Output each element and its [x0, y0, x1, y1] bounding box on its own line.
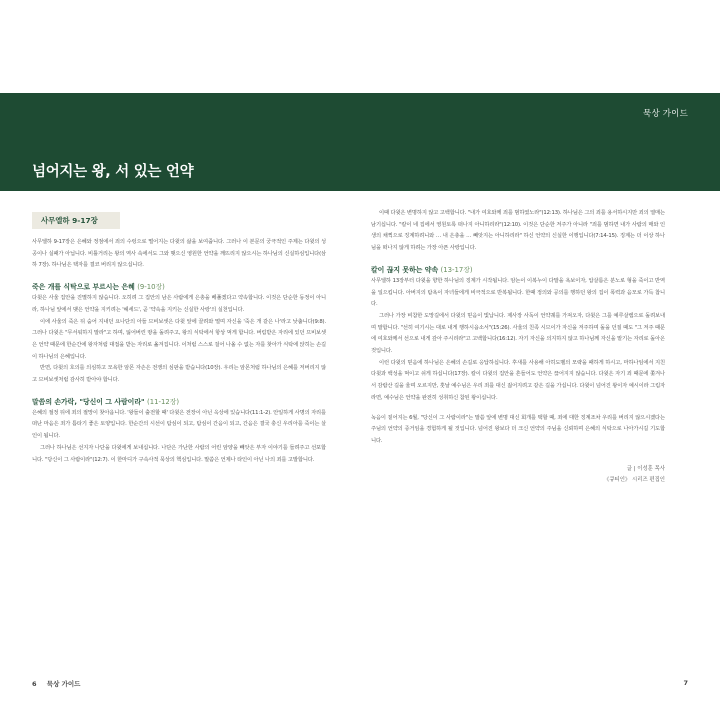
section-heading-2-title: 말씀의 손가락, "당신이 그 사람이라" [32, 397, 145, 406]
left-page-number: 6 [32, 680, 37, 688]
page-title: 넘어지는 왕, 서 있는 언약 [32, 164, 194, 180]
author-credit-line-2: 《큐티인》 시리즈 편집인 [603, 477, 665, 484]
section-1-paragraph-3: 반면, 다윗의 호의를 의심하고 모욕한 암몬 자손은 전쟁의 심판을 받습니다(10장). 우리는 암몬처럼 하나님의 은혜를 저버리지 않고 므비보셋처럼 감사히 받아야 합니다. [32, 365, 326, 384]
right-page-number: 7 [683, 679, 688, 687]
section-3-paragraph-2: 그러나 가장 비참한 도망길에서 다윗의 믿음이 빛납니다. 제사장 사독이 언약궤를 가져오자, 다윗은 그를 예루살렘으로 돌려보내며 말합니다. "선히 여기시는 대로 내게 행하시옵소서"(15:26). 사울의 친족 시므이가 자신을 저주하며 돌을 던질 때도 "그 저주 때문에 여호와께서 선으로 내게 갚아 주시리라"고 고백합니다(16:12). 자기 자신을 의지하지 않고 하나님께 자신을 맡기는 자리로 돌아온 것입니다. [371, 312, 665, 355]
section-2-paragraph-1: 은혜의 절정 뒤에 죄의 절망이 찾아옵니다. '왕들이 출전할 때' 다윗은 전장이 아닌 옥상에 있습니다(11:1-2). 안일하게 사명의 자리를 떠난 마음은 죄가 틈타기 좋은 토양입니다. 한순간의 시선이 탐심이 되고, 탐심이 간음이 되고, 간음은 결국 충신 우리아를 죽이는 살인이 됩니다. [32, 409, 326, 440]
section-heading-3-title: 칼이 끊지 못하는 약속 [371, 265, 439, 274]
section-heading-3 [371, 264, 665, 276]
section-3-paragraph-3: 이런 다윗의 믿음에 하나님은 은혜의 손길로 응답하십니다. 후새를 사용해 아히도벨의 모략을 패하게 하시고, 마하나임에서 지친 다윗과 백성을 먹이고 쉬게 하십니다(17장). 칼이 다윗의 집안을 흔들어도 언약은 끊어지지 않습니다. 다윗은 자기 죄 때문에 쫓겨나서 감람산 길을 울며 오르지만, 훗날 예수님은 우리 죄를 대신 짊어지려고 같은 길을 가십니다. 다윗이 넘어진 왕이자 예시이라 그림자라면, 예수님은 언약을 완전히 성취하신 참된 왕이십니다. [371, 359, 665, 401]
section-heading-1-title: 죽은 개를 식탁으로 부르시는 은혜 [32, 283, 135, 292]
section-2-paragraph-2: 그러나 하나님은 선지자 나단을 다윗에게 보내십니다. 나단은 가난한 사람의 어린 암양을 빼앗은 부자 이야기를 들려주고 선포합니다. "당신이 그 사람이라"(12:7). 이 한마디가 구속사적 묵상의 핵심입니다. 말씀은 언제나 타인이 아닌 나의 죄를 고발합니다. [32, 444, 326, 463]
left-column [32, 208, 326, 466]
section-heading-3-ref: (13-17장) [440, 265, 473, 274]
section-heading-2 [32, 396, 326, 408]
section-heading-2-ref: (11-12장) [147, 397, 180, 406]
scripture-range-chip: 사무엘하 9-17장 [32, 212, 120, 229]
section-heading-1-ref: (9-10장) [137, 283, 165, 292]
left-page-footer [32, 679, 80, 688]
section-3-paragraph-1: 사무엘하 13장부터 다윗을 향한 하나님의 징계가 시작됩니다. 암논이 이복누이 다말을 욕보이자, 압살롬은 분노로 형을 죽이고 반역을 일으킵니다. 아버지의 탐욕이 자녀들에게 비극적으로 반복됩니다. 한때 정의와 공의를 행하던 왕의 집이 폭력과 음모로 가득 찹니다. [371, 277, 665, 308]
section-label: 묵상 가이드 [643, 109, 688, 119]
paragraph-gap [371, 405, 665, 413]
left-footer-label: 묵상 가이드 [46, 680, 81, 688]
closing-paragraph: 녹음이 짙어지는 6월, "당신이 그 사람이라"는 말씀 앞에 변명 대신 회개를 택할 때, 죄에 대한 징계조차 우리를 버리지 않으시겠다는 주님의 언약의 증거임을 경험하게 될 것입니다. 넘어진 왕보다 더 크신 언약의 주님을 신뢰하며 은혜의 식탁으로 나아가시길 기도합니다. [371, 414, 665, 444]
section-heading-1 [32, 281, 326, 293]
intro-paragraph: 사무엘하 9-17장은 은혜와 정점에서 죄의 수렁으로 떨어지는 다윗의 삶을 보여줍니다. 그러나 이 본문의 궁극적인 주제는 다윗의 성공이나 실패가 아닙니다. 비틀거리는 왕의 역사 속에서도 그와 맺으신 영원한 언약을 깨뜨리지 않으시는 하나님의 신실하심입니다(삼하 7장). 하나님은 택자를 결코 버리지 않으십니다. [32, 239, 326, 269]
title-banner [0, 93, 720, 191]
section-1-paragraph-2: 이에 사울의 죽은 뒤 숨어 지내던 요나단의 아들 므비보셋은 다윗 앞에 끌려와 떨며 자신을 '죽은 개 같은 나'라고 낮춥니다(9:8). 그러나 다윗은 "무서워하지 말라"고 하며, 잃어버린 땅을 돌려주고, 왕의 식탁에서 항상 먹게 합니다. 버림받은 자리에 있던 므비보셋은 언약 때문에 한순간에 왕자처럼 대접을 받는 자리로 옮겨집니다. 이처럼 스스로 걸어 나올 수 없는 자를 찾아가 식탁에 앉히는 손길이 하나님의 은혜입니다. [32, 318, 326, 360]
right-column [371, 208, 665, 487]
right-paragraph-1: 이때 다윗은 변명하지 않고 고백합니다. "내가 여호와께 죄를 범하였노라"(12:13). 하나님은 그의 죄를 용서하시지만 죄의 열매는 남기십니다. "칼이 네 집에서 영원토록 떠나지 아니하리라"(12:10). 이것은 단순한 저주가 아니라 "죄를 범하면 내가 사람의 매와 인생의 채찍으로 징계하려니와 … 내 은총을 … 빼앗지는 아니하리라" 하신 언약의 신실한 이행입니다(7:14-15). 징계는 더 이상 하나님을 떠나지 않게 하려는 가장 아픈 사랑입니다. [371, 210, 665, 252]
author-credit [371, 464, 665, 487]
author-credit-line-1: 글 | 이성훈 목사 [626, 465, 665, 472]
section-1-paragraph-1: 다윗은 사울 집안을 진멸하지 않습니다. 오히려 그 집안의 남은 사람에게 은총을 베풀겠다고 약속합니다. 이것은 단순한 동정이 아니라, 하나님 앞에서 맺은 언약을 지키려는 '헤세드', 곧 '약속을 지키는 신실한 사랑'의 실천입니다. [32, 295, 326, 313]
